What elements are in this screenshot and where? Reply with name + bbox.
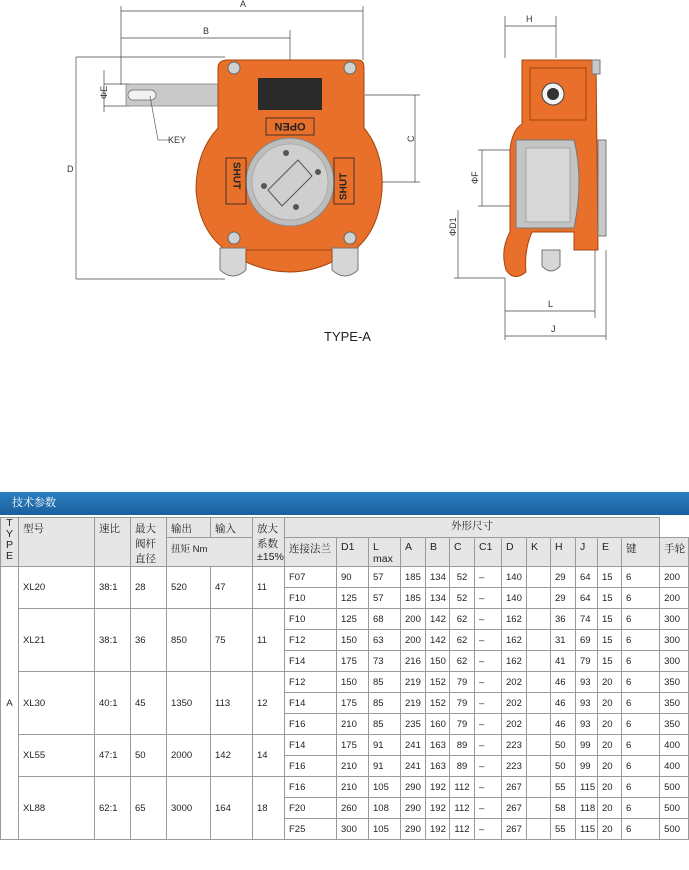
table-cell: 85 xyxy=(369,693,401,714)
table-cell: 350 xyxy=(660,693,689,714)
output-cell: 520 xyxy=(167,567,211,609)
th-j: J xyxy=(576,537,598,566)
amp-cell: 11 xyxy=(253,609,285,672)
table-cell: 55 xyxy=(551,777,576,798)
table-cell: – xyxy=(475,714,502,735)
table-cell: 192 xyxy=(426,777,450,798)
table-cell: 6 xyxy=(622,651,660,672)
table-cell: 241 xyxy=(401,735,426,756)
dim-label-l: L xyxy=(548,299,554,309)
ratio-cell: 47:1 xyxy=(95,735,131,777)
table-row xyxy=(1,735,689,756)
ratio-cell: 38:1 xyxy=(95,609,131,672)
th-input: 输入 xyxy=(211,518,253,538)
table-cell xyxy=(527,651,551,672)
table-cell: 140 xyxy=(502,588,527,609)
model-cell: XL20 xyxy=(19,567,95,609)
table-cell: 300 xyxy=(337,819,369,840)
table-cell: 20 xyxy=(598,777,622,798)
table-cell: 46 xyxy=(551,693,576,714)
table-cell: 31 xyxy=(551,630,576,651)
ratio-cell: 40:1 xyxy=(95,672,131,735)
table-cell: 6 xyxy=(622,609,660,630)
table-cell: F12 xyxy=(285,672,337,693)
table-cell: 6 xyxy=(622,735,660,756)
th-e: E xyxy=(598,537,622,566)
table-cell: 175 xyxy=(337,735,369,756)
input-cell: 75 xyxy=(211,609,253,672)
table-cell: 15 xyxy=(598,567,622,588)
table-cell: 63 xyxy=(369,630,401,651)
model-cell: XL30 xyxy=(19,672,95,735)
open-marking: OPEN xyxy=(274,120,306,132)
table-cell: 150 xyxy=(337,672,369,693)
table-cell: – xyxy=(475,798,502,819)
table-cell: 93 xyxy=(576,672,598,693)
table-cell: 134 xyxy=(426,567,450,588)
table-cell: 163 xyxy=(426,735,450,756)
th-type: TYPE xyxy=(1,518,19,567)
table-cell: 112 xyxy=(450,819,475,840)
th-l: L max xyxy=(369,537,401,566)
table-cell: 185 xyxy=(401,588,426,609)
table-cell: 79 xyxy=(450,672,475,693)
table-cell: 223 xyxy=(502,756,527,777)
table-cell: 142 xyxy=(426,609,450,630)
table-cell: 6 xyxy=(622,672,660,693)
table-cell: 400 xyxy=(660,756,689,777)
table-cell: – xyxy=(475,756,502,777)
table-cell: 162 xyxy=(502,609,527,630)
th-c1: C1 xyxy=(475,537,502,566)
model-cell: XL88 xyxy=(19,777,95,840)
table-cell: 73 xyxy=(369,651,401,672)
table-cell: F14 xyxy=(285,693,337,714)
input-shaft xyxy=(126,84,226,140)
table-cell xyxy=(527,777,551,798)
amp-cell: 14 xyxy=(253,735,285,777)
table-cell: 142 xyxy=(426,630,450,651)
stem-cell: 65 xyxy=(131,777,167,840)
table-cell: – xyxy=(475,777,502,798)
table-cell: 99 xyxy=(576,735,598,756)
table-cell: 6 xyxy=(622,798,660,819)
table-cell: 118 xyxy=(576,798,598,819)
table-cell: 125 xyxy=(337,588,369,609)
th-torque: 扭矩 Nm xyxy=(167,537,253,566)
table-cell: – xyxy=(475,630,502,651)
table-cell: 500 xyxy=(660,798,689,819)
output-cell: 3000 xyxy=(167,777,211,840)
table-cell: 152 xyxy=(426,693,450,714)
table-cell: 68 xyxy=(369,609,401,630)
table-cell: 163 xyxy=(426,756,450,777)
table-cell: 36 xyxy=(551,609,576,630)
model-cell: XL21 xyxy=(19,609,95,672)
table-cell: – xyxy=(475,672,502,693)
table-cell: 20 xyxy=(598,714,622,735)
table-cell: 192 xyxy=(426,819,450,840)
table-cell xyxy=(527,714,551,735)
th-k: K xyxy=(527,537,551,566)
table-cell: 162 xyxy=(502,630,527,651)
th-dims-group: 外形尺寸 xyxy=(285,518,660,538)
input-cell: 164 xyxy=(211,777,253,840)
table-cell: 46 xyxy=(551,714,576,735)
table-cell: 62 xyxy=(450,630,475,651)
ratio-cell: 62:1 xyxy=(95,777,131,840)
table-cell: – xyxy=(475,693,502,714)
table-cell xyxy=(527,693,551,714)
table-cell: 150 xyxy=(426,651,450,672)
input-cell: 113 xyxy=(211,672,253,735)
dim-label-h: H xyxy=(526,14,533,24)
table-cell: 112 xyxy=(450,777,475,798)
table-cell: 160 xyxy=(426,714,450,735)
table-cell: 500 xyxy=(660,777,689,798)
th-output: 输出 xyxy=(167,518,211,538)
table-cell: 112 xyxy=(450,798,475,819)
table-title: 技术参数 xyxy=(0,492,689,515)
table-cell: 290 xyxy=(401,798,426,819)
table-cell: 105 xyxy=(369,777,401,798)
th-d: D xyxy=(502,537,527,566)
table-cell: – xyxy=(475,609,502,630)
table-cell: 6 xyxy=(622,588,660,609)
dim-label-d1: ΦD1 xyxy=(448,217,458,236)
table-cell: 74 xyxy=(576,609,598,630)
table-cell: 241 xyxy=(401,756,426,777)
table-cell: 89 xyxy=(450,756,475,777)
table-cell: 89 xyxy=(450,735,475,756)
table-cell: – xyxy=(475,588,502,609)
table-cell: 216 xyxy=(401,651,426,672)
key-label: KEY xyxy=(168,135,187,145)
table-cell: 350 xyxy=(660,672,689,693)
table-cell: 69 xyxy=(576,630,598,651)
stem-cell: 36 xyxy=(131,609,167,672)
table-row xyxy=(1,777,689,798)
table-cell: F10 xyxy=(285,609,337,630)
table-cell: 500 xyxy=(660,819,689,840)
model-cell: XL55 xyxy=(19,735,95,777)
table-cell: 350 xyxy=(660,714,689,735)
table-cell: 79 xyxy=(450,714,475,735)
table-cell: – xyxy=(475,735,502,756)
amp-cell: 12 xyxy=(253,672,285,735)
table-cell: – xyxy=(475,567,502,588)
dim-label-f: ΦF xyxy=(470,171,480,184)
table-cell: 41 xyxy=(551,651,576,672)
input-cell: 142 xyxy=(211,735,253,777)
table-cell: F16 xyxy=(285,714,337,735)
table-cell: 200 xyxy=(660,588,689,609)
table-cell: 6 xyxy=(622,630,660,651)
table-cell xyxy=(527,609,551,630)
th-b: B xyxy=(426,537,450,566)
table-cell: 115 xyxy=(576,819,598,840)
table-cell: 108 xyxy=(369,798,401,819)
th-flange: 连接法兰 xyxy=(285,537,337,566)
table-cell: 223 xyxy=(502,735,527,756)
table-cell: – xyxy=(475,819,502,840)
product-drawing xyxy=(0,0,689,345)
table-cell: 200 xyxy=(401,609,426,630)
table-cell: 64 xyxy=(576,567,598,588)
table-cell: 219 xyxy=(401,672,426,693)
table-cell: F12 xyxy=(285,630,337,651)
table-cell: 15 xyxy=(598,630,622,651)
table-cell xyxy=(527,735,551,756)
table-cell: 140 xyxy=(502,567,527,588)
table-cell: 58 xyxy=(551,798,576,819)
shut-marking-left: SHUT xyxy=(230,162,242,190)
table-cell: 290 xyxy=(401,777,426,798)
type-cell: A xyxy=(1,567,19,840)
amp-cell: 18 xyxy=(253,777,285,840)
table-cell: 202 xyxy=(502,714,527,735)
table-cell: 20 xyxy=(598,798,622,819)
th-c: C xyxy=(450,537,475,566)
table-cell: 20 xyxy=(598,756,622,777)
table-cell: 90 xyxy=(337,567,369,588)
table-cell: 15 xyxy=(598,609,622,630)
shut-marking-right: SHUT xyxy=(338,172,350,200)
output-cell: 1350 xyxy=(167,672,211,735)
table-cell: 6 xyxy=(622,819,660,840)
table-cell: 50 xyxy=(551,735,576,756)
th-h: H xyxy=(551,537,576,566)
table-cell: 115 xyxy=(576,777,598,798)
table-cell: 20 xyxy=(598,672,622,693)
table-cell: 300 xyxy=(660,651,689,672)
table-cell: 185 xyxy=(401,567,426,588)
table-cell: 200 xyxy=(401,630,426,651)
table-cell: F10 xyxy=(285,588,337,609)
table-cell: 210 xyxy=(337,777,369,798)
table-cell: 125 xyxy=(337,609,369,630)
table-cell: 50 xyxy=(551,756,576,777)
dim-label-b: B xyxy=(203,26,210,36)
type-caption: TYPE-A xyxy=(324,329,371,344)
table-cell xyxy=(527,588,551,609)
gearbox-housing-front xyxy=(196,60,382,276)
table-cell: 192 xyxy=(426,798,450,819)
table-cell: 267 xyxy=(502,798,527,819)
table-cell: 219 xyxy=(401,693,426,714)
table-cell: 6 xyxy=(622,756,660,777)
table-cell: 400 xyxy=(660,735,689,756)
table-cell xyxy=(527,567,551,588)
spec-table xyxy=(0,517,689,840)
table-cell: 99 xyxy=(576,756,598,777)
table-cell: 62 xyxy=(450,609,475,630)
table-cell: 200 xyxy=(660,567,689,588)
table-cell: 15 xyxy=(598,588,622,609)
table-cell xyxy=(527,819,551,840)
table-row xyxy=(1,567,689,588)
table-cell: 150 xyxy=(337,630,369,651)
table-row xyxy=(1,609,689,630)
table-cell: 57 xyxy=(369,588,401,609)
table-cell: 52 xyxy=(450,567,475,588)
table-cell: F20 xyxy=(285,798,337,819)
table-cell: 152 xyxy=(426,672,450,693)
table-cell: 52 xyxy=(450,588,475,609)
output-cell: 850 xyxy=(167,609,211,672)
table-cell: 93 xyxy=(576,693,598,714)
stem-cell: 50 xyxy=(131,735,167,777)
table-cell: 134 xyxy=(426,588,450,609)
table-cell xyxy=(527,756,551,777)
table-cell: 300 xyxy=(660,630,689,651)
table-cell: – xyxy=(475,651,502,672)
table-cell: 20 xyxy=(598,819,622,840)
table-cell: 55 xyxy=(551,819,576,840)
table-cell: 20 xyxy=(598,693,622,714)
table-cell: F16 xyxy=(285,756,337,777)
table-row xyxy=(1,672,689,693)
table-cell: 202 xyxy=(502,672,527,693)
table-cell: 29 xyxy=(551,567,576,588)
dim-label-j: J xyxy=(551,324,556,334)
table-cell: 29 xyxy=(551,588,576,609)
table-cell: F07 xyxy=(285,567,337,588)
table-cell: 64 xyxy=(576,588,598,609)
stem-cell: 28 xyxy=(131,567,167,609)
table-cell: 91 xyxy=(369,735,401,756)
table-cell: 6 xyxy=(622,714,660,735)
table-cell xyxy=(527,630,551,651)
ratio-cell: 38:1 xyxy=(95,567,131,609)
table-cell xyxy=(527,798,551,819)
stem-cell: 45 xyxy=(131,672,167,735)
dim-label-e: ΦE xyxy=(99,85,109,99)
table-cell: 267 xyxy=(502,819,527,840)
table-cell: F14 xyxy=(285,651,337,672)
output-cell: 2000 xyxy=(167,735,211,777)
table-cell: 202 xyxy=(502,693,527,714)
table-cell: 85 xyxy=(369,714,401,735)
table-cell: 6 xyxy=(622,777,660,798)
table-cell: 105 xyxy=(369,819,401,840)
table-cell: F14 xyxy=(285,735,337,756)
table-cell: F25 xyxy=(285,819,337,840)
table-cell: 210 xyxy=(337,714,369,735)
table-cell: 6 xyxy=(622,693,660,714)
table-cell: 93 xyxy=(576,714,598,735)
table-cell: 235 xyxy=(401,714,426,735)
th-ratio: 速比 xyxy=(95,518,131,567)
dim-label-a: A xyxy=(240,0,247,9)
gearbox-housing-side xyxy=(504,60,606,277)
table-cell: 175 xyxy=(337,651,369,672)
table-cell: 20 xyxy=(598,735,622,756)
spec-table-body xyxy=(1,567,689,840)
th-d1: D1 xyxy=(337,537,369,566)
table-cell: 79 xyxy=(576,651,598,672)
table-cell: 79 xyxy=(450,693,475,714)
table-cell: 162 xyxy=(502,651,527,672)
table-cell: 175 xyxy=(337,693,369,714)
th-a: A xyxy=(401,537,426,566)
table-cell: 91 xyxy=(369,756,401,777)
table-cell: 57 xyxy=(369,567,401,588)
table-cell xyxy=(527,672,551,693)
table-cell: 15 xyxy=(598,651,622,672)
input-cell: 47 xyxy=(211,567,253,609)
table-cell: 46 xyxy=(551,672,576,693)
table-cell: 290 xyxy=(401,819,426,840)
table-cell: 267 xyxy=(502,777,527,798)
table-cell: 62 xyxy=(450,651,475,672)
th-key: 键 xyxy=(622,537,660,566)
dim-label-d: D xyxy=(67,164,74,174)
amp-cell: 11 xyxy=(253,567,285,609)
table-cell: F16 xyxy=(285,777,337,798)
table-cell: 210 xyxy=(337,756,369,777)
th-max-stem: 最大阀杆直径 xyxy=(131,518,167,567)
table-cell: 85 xyxy=(369,672,401,693)
th-amp: 放大系数±15% xyxy=(253,518,285,567)
th-wheel: 手轮 xyxy=(660,537,689,566)
th-model: 型号 xyxy=(19,518,95,567)
dim-label-c: C xyxy=(406,135,416,142)
table-cell: 300 xyxy=(660,609,689,630)
table-cell: 6 xyxy=(622,567,660,588)
table-cell: 260 xyxy=(337,798,369,819)
